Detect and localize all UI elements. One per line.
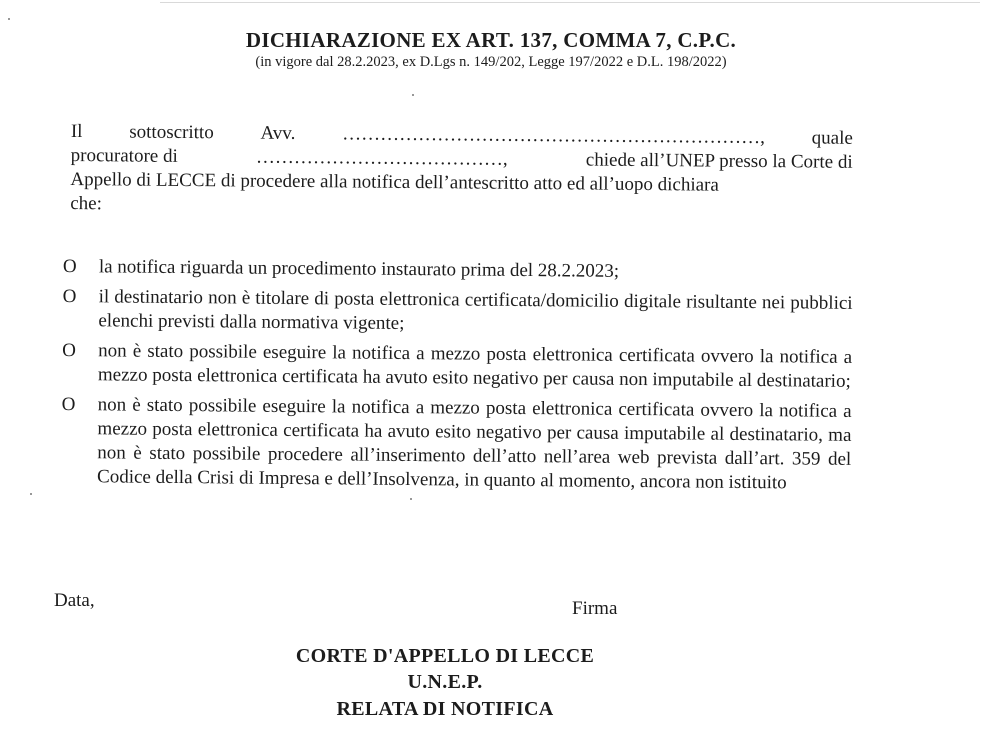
document-subtitle: (in vigore dal 28.2.2023, ex D.Lgs n. 149/202, Legge 197/2022 e D.L. 198/2022) [255, 54, 727, 70]
intro-word: Avv. [260, 122, 296, 144]
option-checkbox-mark: O [62, 285, 77, 308]
option-item [61, 393, 852, 496]
footer-office-name: U.N.E.P. [407, 671, 483, 693]
intro-word: sottoscritto [129, 121, 214, 144]
lawyer-name-blank: …………………………………………………………, [342, 123, 765, 149]
option-checkbox-mark: O [62, 339, 76, 362]
option-text: non è stato possibile eseguire la notifica a mezzo posta elettronica certificata ovvero la notifica a mezzo posta elettronica certificata ha avuto esito negativo per causa non imputabile al destinatario; [97, 340, 853, 392]
footer-court-name: CORTE D'APPELLO DI LECCE [295, 645, 595, 667]
option-text: la notifica riguarda un procedimento instaurato prima del 28.2.2023; [98, 256, 620, 282]
option-text: non è stato possibile eseguire la notifica a mezzo posta elettronica certificata ovvero la notifica a mezzo posta elettronica certificata ha avuto esito negativo per causa imputabile al destinatario, ma non è stato possibile procedere all’inserimento dell’atto nell’area web prevista dall’art. 359 del Codice della Crisi di Impresa e dell’Insolvenza, in quanto al momento, ancora non istituito [96, 394, 852, 494]
option-item [62, 285, 852, 340]
signature-label: Firma [572, 598, 618, 619]
document-title: DICHIARAZIONE EX ART. 137, COMMA 7, C.P.C. [245, 28, 737, 52]
intro-paragraph [70, 120, 853, 223]
client-name-blank: …………………………………, [255, 146, 508, 170]
intro-word: procuratore di [70, 144, 178, 167]
scan-speck [8, 18, 10, 20]
scan-edge-line [160, 2, 980, 3]
option-text: il destinatario non è titolare di posta elettronica certificata/domicilio digitale risultante nei pubblici elenchi previsti dalla normativa vigente; [98, 286, 853, 334]
intro-text: Appello di LECCE di procedere alla notifica dell’antescritto atto ed all’uopo dichiara [70, 168, 719, 196]
scan-speck [410, 498, 412, 500]
option-checkbox-mark: O [61, 393, 76, 416]
option-checkbox-mark: O [62, 255, 77, 278]
intro-word: quale [811, 127, 853, 149]
scan-speck [30, 493, 32, 495]
intro-word: Il [70, 120, 83, 143]
footer-section-title: RELATA DI NOTIFICA [336, 698, 554, 720]
option-item [62, 339, 852, 394]
intro-word: chiede all’UNEP presso la Corte di [585, 149, 853, 173]
date-label: Data, [54, 590, 95, 611]
option-item [63, 255, 853, 286]
declaration-options [61, 255, 853, 502]
scan-speck [412, 94, 414, 96]
intro-text: che: [70, 192, 103, 215]
